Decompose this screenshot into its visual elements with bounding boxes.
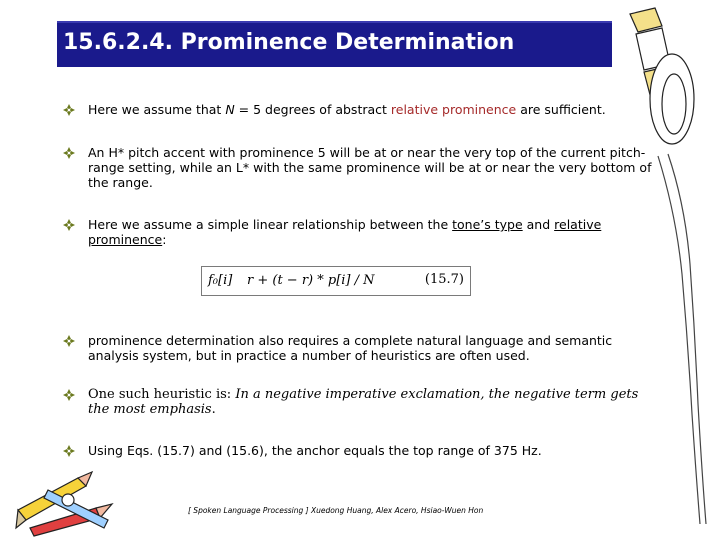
bullet-1: Here we assume that N = 5 degrees of abstract relative prominence are sufficient. bbox=[62, 102, 652, 118]
bullet-4: prominence determination also requires a complete natural language and semantic analysis system, but in practice a number of heuristics are often used. bbox=[62, 333, 652, 365]
diamond-bullet-icon bbox=[62, 444, 76, 458]
bullet-3: Here we assume a simple linear relationship between the tone’s type and relative prominence: bbox=[62, 217, 652, 249]
equation-number: (15.7) bbox=[424, 272, 464, 287]
bullet-2: An H* pitch accent with prominence 5 will be at or near the very top of the current pitch-range setting, while an L* with the same prominence will be at or near the very bottom of the range. bbox=[62, 145, 652, 193]
slide-title: 15.6.2.4. Prominence Determination bbox=[63, 30, 515, 55]
pencil-icon bbox=[8, 470, 118, 538]
title-bar bbox=[57, 21, 612, 67]
diamond-bullet-icon bbox=[62, 103, 76, 117]
diamond-bullet-icon bbox=[62, 146, 76, 160]
diamond-bullet-icon bbox=[62, 334, 76, 348]
equation-rhs: r + (t − r) * p[i] / N bbox=[247, 273, 375, 288]
diamond-bullet-icon bbox=[62, 388, 76, 402]
footer-citation: [ Spoken Language Processing ] Xuedong Huang, Alex Acero, Hsiao-Wuen Hon bbox=[188, 506, 484, 515]
bullet-6: Using Eqs. (15.7) and (15.6), the anchor equals the top range of 375 Hz. bbox=[62, 443, 652, 459]
diamond-bullet-icon bbox=[62, 218, 76, 232]
title-accent-line bbox=[57, 21, 612, 23]
equation-lhs: f₀[i] bbox=[208, 273, 233, 288]
equation-box bbox=[201, 266, 471, 296]
bullet-5: One such heuristic is: In a negative imperative exclamation, the negative term gets the most emphasis. bbox=[62, 387, 652, 419]
pencil-icon bbox=[610, 4, 715, 534]
